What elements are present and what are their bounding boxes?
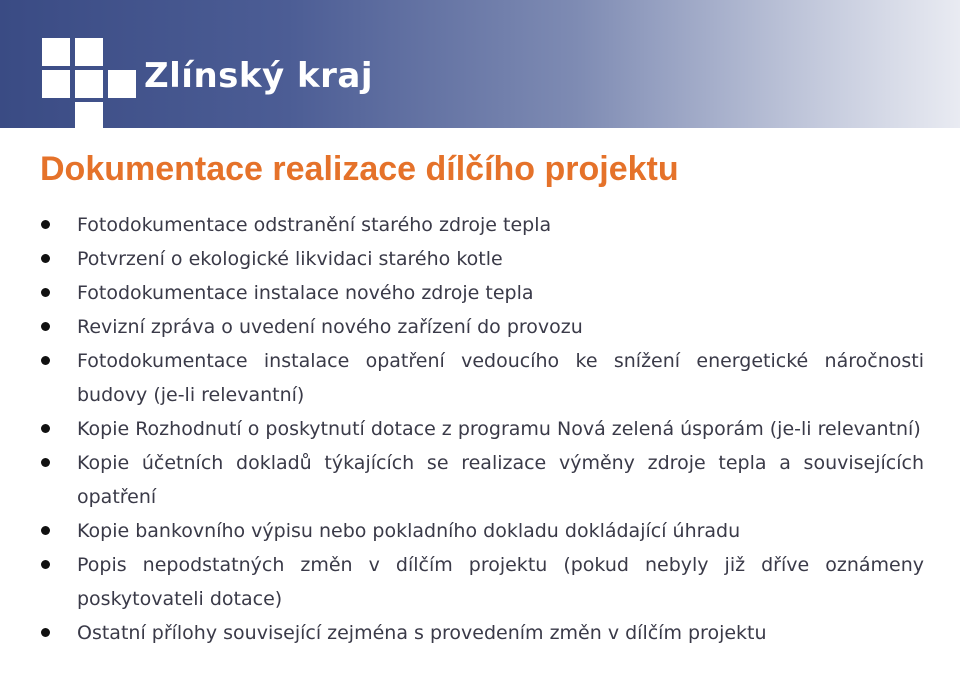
- list-item: Fotodokumentace instalace opatření vedoucího ke snížení energetické náročnosti budovy (je-li relevantní): [40, 344, 924, 412]
- list-item: Fotodokumentace instalace nového zdroje tepla: [40, 276, 924, 310]
- list-item: Kopie účetních dokladů týkajících se realizace výměny zdroje tepla a souvisejících opatření: [40, 446, 924, 514]
- list-item: Kopie Rozhodnutí o poskytnutí dotace z programu Nová zelená úsporám (je-li relevantní): [40, 412, 924, 446]
- list-item: Fotodokumentace odstranění starého zdroje tepla: [40, 208, 924, 242]
- list-item: Potvrzení o ekologické likvidaci starého kotle: [40, 242, 924, 276]
- list-item: Kopie bankovního výpisu nebo pokladního dokladu dokládající úhradu: [40, 514, 924, 548]
- list-item: Popis nepodstatných změn v dílčím projektu (pokud nebyly již dříve oznámeny poskytovateli dotace): [40, 548, 924, 616]
- header-banner: [0, 0, 960, 128]
- list-item: Revizní zpráva o uvedení nového zařízení do provozu: [40, 310, 924, 344]
- slide-title: Dokumentace realizace dílčího projektu: [40, 150, 679, 188]
- bullet-list: [40, 208, 924, 650]
- logo-text: Zlínský kraj: [144, 56, 373, 96]
- list-item: Ostatní přílohy související zejména s provedením změn v dílčím projektu: [40, 616, 924, 650]
